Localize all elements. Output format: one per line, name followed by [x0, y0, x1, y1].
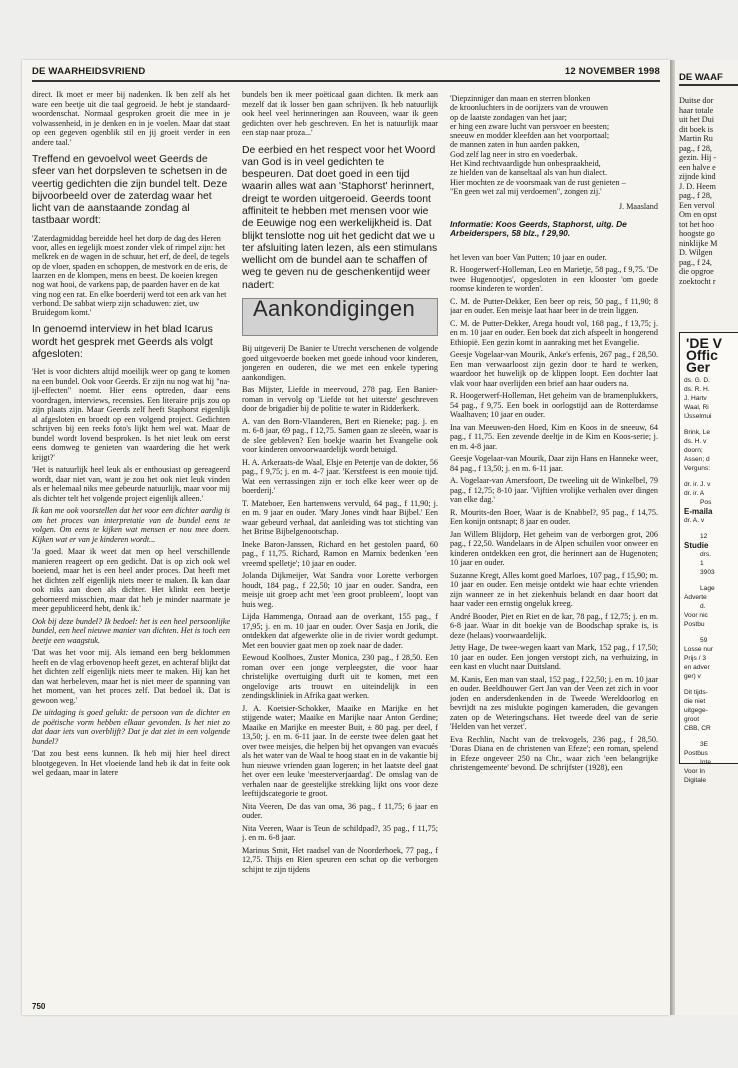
colophon-line: dr. ir. J. v — [684, 481, 711, 488]
colophon-line: E-maila — [684, 507, 713, 516]
fragment-line: gezin. Hij - — [679, 153, 717, 162]
adjacent-page-edge — [675, 60, 738, 1015]
page-number: 750 — [32, 1002, 46, 1011]
colophon-line: J. Hartv — [684, 395, 707, 402]
fragment-line: een halve e — [679, 162, 716, 172]
issue-date: 12 NOVEMBER 1998 — [564, 66, 660, 77]
colophon-line: 3E — [700, 741, 709, 748]
colophon-box — [679, 332, 738, 784]
fragment-line: Om en opst — [679, 210, 717, 219]
announcement: Nita Veeren, De das van oma, 36 pag., f 11,75; 6 jaar en ouder. — [242, 801, 438, 821]
colophon-line: Dit tijds- — [684, 689, 708, 696]
announcement: Jan Willem Blijdorp, Het geheim van de verborgen grot, 206 pag., f 22,50. Wandelaars in de Alpen schuilen voor onweer en kinderen ontdekken een grot, die herinnert aan de Hugenoten; 10 jaar en ouder. — [450, 529, 658, 568]
colophon-line: dr. A. v — [684, 517, 705, 524]
fragment-line: D. Wilgen — [679, 248, 713, 257]
colophon-line: dr. ir. A — [684, 490, 705, 497]
author-signature: J. Maasland — [618, 202, 658, 212]
poem-line: er hing een zware lucht van persvoer en beesten; — [450, 121, 610, 131]
colophon-line: IJsselmui — [684, 413, 712, 420]
announcement: A. Vogelaar-van Amersfoort, De tweeling uit de Winkelbel, 79 pag., f 12,75; 8-10 jaar. 'Vijftien vrolijke verhalen over dingen van elke dag.' — [450, 476, 658, 505]
header-rule — [32, 80, 660, 82]
interview-question: Ook bij deze bundel? Ik bedoel: het is een heel persoonlijke bundel, een heel nieuwe manier van dichten. Het is toch een beetje een waagstuk. — [32, 616, 230, 645]
announcement: Geesje Vogelaar-van Mourik, Daar zijn Hans en Hanneke weer, 84 pag., f 13,50; j. en m. 6-11 jaar. — [450, 454, 658, 473]
column-3 — [450, 90, 658, 995]
colophon-line: 3903 — [700, 569, 715, 576]
announcement: het leven van boer Van Putten; 10 jaar en ouder. — [450, 252, 607, 262]
poem-line: God zelf lag neer in stro en voederbak. — [450, 149, 578, 159]
poem-line: op de laatste zondagen van het jaar; — [450, 112, 567, 122]
fragment-line: zijnde kind — [679, 172, 716, 181]
info-label: Informatie: — [450, 218, 494, 229]
column-2 — [242, 90, 438, 995]
fragment-line: haar totale — [679, 105, 714, 115]
poem-line: "En geen wet zal mij verdoemen", zongen zij.' — [450, 186, 602, 196]
poem-line: de kroonluchters in de oorijzers van de vrouwen — [450, 103, 609, 113]
adjacent-text-fragment — [679, 96, 738, 286]
paragraph: 'Dat zou best eens kunnen. Ik heb mij hier heel direct blootgegeven. In Het vloeiende land heb ik dat in feite ook wel gedaan, maar in latere — [32, 749, 230, 778]
column-1 — [32, 90, 230, 995]
fragment-line: J. D. Heem — [679, 181, 716, 191]
colophon-line: Lage — [700, 585, 715, 592]
colophon-line: Postbu — [684, 621, 705, 628]
announcement: T. Mateboer, Een hartenwens vervuld, 64 pag., f 11,90; j. en m. 9 jaar en ouder. 'Mary Jones vindt haar Bijbel.' Een waar gebeurd verhaal, dat aanleiding was tot stichting van het Britse Bijbelgenootschap. — [242, 498, 438, 537]
interview-question: Ik kan me ook voorstellen dat het voor een dichter aardig is om het proces van interpretatie van de bundel eens te volgen. Om eens te kijken wat mensen er nou mee doen. Kijken wat er van je kinderen wordt... — [32, 506, 230, 544]
colophon-line: en adver — [684, 664, 710, 671]
colophon-line: 59 — [700, 637, 708, 644]
fragment-line: pag., f 28, — [679, 143, 712, 153]
colophon-line: Pos — [700, 499, 712, 506]
announcement: M. Kanis, Een man van staal, 152 pag., f 22,50; j. en m. 10 jaar en ouder. Beeldhouwer Gert Jan van der Veen zet zich in voor joden en andersdenkenden in de Tweede Wereldoorlog en bevrijdt na zes mislukte pogingen kameraden, die gevangen zaten op de Weteringschans. Het tweede deel van de serie 'Helden van het verzet'. — [450, 674, 658, 732]
announcement: R. Hoogerwerf-Holleman, Leo en Marietje, 58 pag., f 9,75. 'De twee Hugenootjes', opgesloten in een klooster 'om goede roomse kinderen te worden'. — [450, 265, 658, 294]
colophon-line: doorn; — [684, 447, 703, 454]
announcement: C. M. de Putter-Dekker, Een beer op reis, 50 pag., f 11,90; 8 jaar en ouder. Een meisje laat haar beer in de trein liggen. — [450, 296, 658, 316]
colophon-line: Studie — [684, 541, 709, 550]
paragraph: 'Het is natuurlijk heel leuk als er enthousiast op gereageerd wordt, daar niet van, want je zou het ook niet leuk vinden als er helemaal niks mee gebeurde natuurlijk, maar voor mij als dichter telt het volgende project eigenlijk alleen.' — [32, 465, 230, 503]
colophon-title-line: Offic — [686, 347, 718, 363]
lead-paragraph: De eerbied en het respect voor het Woord van God is in veel gedichten te bespeuren. Dat doet goed in een tijd waarin alles wat aan 'Staphorst' herinnert, dreigt te worden uitgeroeid. Geerds toont affiniteit te hebben met mensen voor wie de Eeuwige nog een werkelijkheid is. Dat blijkt tenslotte nog uit het gedicht dat we u ter afsluiting laten lezen, als een stimulans wellicht om de bundel aan te schaffen of weg te geven nu de geschenkentijd weer nadert: — [242, 144, 438, 291]
section-title: Aankondigingen — [253, 296, 416, 322]
announcement: Bij uitgeverij De Banier te Utrecht verschenen de volgende goed uitgevoerde boeken met goede inhoud voor kinderen, jongeren en ouderen, die we met een enkele typering aankondigen. — [242, 344, 438, 382]
fragment-line: die opgroe — [679, 267, 714, 276]
announcement: Geesje Vogelaar-van Mourik, Anke's erfenis, 267 pag., f 28,50. Een man verwaarloost zijn gezin door te hard te werken, waardoor het huwelijk op de klippen loopt. Een dochter laat vlak voor haar overlijden een brief aan haar ouders na. — [450, 350, 658, 388]
colophon-line: Prijs / 3 — [684, 655, 706, 662]
announcement: J. A. Koetsier-Schokker, Maaike en Marijke en het stijgende water; Maaike en Marijke naar Anton Gerdine; Maaike en Marijke en meester Buit, ± 80 pag. per deel, f 13,50; j. en m. 6-11 jaar. In de eerste twee delen gaat het over twee meisjes, die helpen bij het opvangen van evacués als het water van de Waal te hoog staat en in de vakantie bij hun nieuwe vrienden gaan logeren; in het laatste deel gaat het over een leuke 'meesterverjaardag'. De omslag van de verhalen naar de geestelijke strekking lijkt ons voor deze leeftijdscategorie te groot. — [242, 703, 438, 799]
poem-line: 'Diepzinniger dan maan en sterren blonken — [450, 94, 591, 103]
fragment-line: uit het Dui — [679, 115, 715, 124]
interview-question: De uitdaging is goed gelukt: de persoon van de dichter en de poëtische vorm hebben elkaar gevonden. Is het niet zo dat daar iets van overblijft? Dat je dat ziet in een volgende bundel? — [32, 708, 230, 746]
colophon-line: Digitale — [684, 777, 706, 784]
colophon-line: ds. G. D. — [684, 377, 711, 384]
announcement: Ineke Baron-Janssen, Richard en het gestolen paard, 60 pag., f 11,75. Richard, Ramon en Marnix bedenken 'een vreemd spelletje'; 10 jaar en ouder. — [242, 539, 438, 568]
fragment-line: dit boek is — [679, 124, 714, 134]
announcement: Suzanne Kregt, Alles komt goed Marloes, 107 pag., f 15,90; m. 10 jaar en ouder. Een meisje ontdekt wie haar echte vrienden zijn wanneer ze in het ziekenhuis belandt en daar hoort dat haar vader een ernstig ongeluk kreeg. — [450, 570, 658, 609]
fragment-line: hoogste go — [679, 229, 715, 238]
poem-line: Het Kind rechtvaardigde hun onbespraakheid, — [450, 159, 601, 169]
poem-quote: 'Zaterdagmiddag bereidde heel het dorp de dag des Heren voor, alles en iegelijk moest zonder vlek of rimpel zijn: het melkrek en de wagen in de schuur, het erf, de deel, de tegels op de vloer, spaden en schoppen, de mestvork en de eris, de laarzen en de klompen, mens en beest. De koeien kregen nog wat hooi, de varkens pap, de paarden haver en de kat ving nog een rat. En elke boerderij werd tot een ark van het verbond. De sabbat wierp zijn schaduwen: ziet, uw Bruidegom komt.' — [32, 233, 230, 318]
fragment-line: tot het hoo — [679, 219, 715, 229]
announcement: Jetty Hage, De twee-wegen kaart van Mark, 152 pag., f 17,50; 10 jaar en ouder. Een jongen verstopt zich, na verhuizing, in een kast en vlucht naar Duitsland. — [450, 643, 658, 672]
newspaper-page — [22, 60, 670, 1015]
paragraph: bundels ben ik meer poëticaal gaan dichten. Ik merk aan mezelf dat ik losser ben gaan schrijven. Ik heb natuurlijk ook heel veel herinneringen aan Rouveen, waar ik geen gedichten over heb geschreven. En het is natuurlijk maar een stap naar proza...' — [242, 90, 438, 137]
colophon-line: Waal, Ri — [684, 404, 709, 411]
announcement: Jolanda Dijkmeijer, Wat Sandra voor Lorette verborgen houdt, 184 pag., f 22,50; 10 jaar en ouder. Sandra, een meisje uit groep acht met 'een groot probleem', loopt van huis weg. — [242, 571, 438, 609]
publication-name: DE WAARHEIDSVRIEND — [32, 66, 146, 77]
announcement: H. A. Arkeraats-de Waal, Elsje en Petertje van de dokter, 56 pag., f 9,75; j. en m. 4-7 jaar. 'Kerstfeest is een mooie tijd. Wat een verrassingen zijn er toch elke keer weer op de boerderij.' — [242, 457, 438, 496]
poem-line: Hier mochten ze de voorsmaak van de rust genieten – — [450, 177, 626, 187]
colophon-line: 1 — [700, 560, 704, 567]
colophon-line: d. — [700, 603, 706, 610]
fragment-line: Duitse dor — [679, 96, 714, 105]
poem-line: de mannen zaten in hun aarden pakken, — [450, 140, 580, 150]
colophon-line: uitgege- — [684, 707, 708, 714]
colophon-line: drs. — [700, 551, 711, 558]
colophon-title — [686, 337, 722, 373]
announcement: C. M. de Putter-Dekker, Arega houdt vol, 168 pag., f 13,75; j. en m. 10 jaar en ouder. Een boek dat zich afspeelt in hongerend Ethiopië. Een gezin komt in aanraking met het Evangelie. — [450, 318, 658, 347]
announcement: R. Mourits-den Boer, Waar is de Knabbel?, 95 pag., f 14,75. Een konijn ontsnapt; 8 jaar en ouder. — [450, 507, 658, 527]
colophon-title-line: 'DE V — [686, 335, 723, 351]
announcement: Marinus Smit, Het raadsel van de Noorderhoek, 77 pag., f 12,75. Thijs en Rien speuren een schat op die verborgen schijnt te zijn tijdens — [242, 845, 438, 874]
colophon-line: die niet — [684, 698, 706, 705]
paragraph: 'Het is voor dichters altijd moeilijk weer op gang te komen na een bundel. Ook voor Geerds. Er zijn nu nog wat hij "na-ijl-effecten" noemt. Hier eens optreden, daar eens voordragen, interviews, recensies. Een literaire prijs zou op zijn plaats zijn. Maar Geerds zelf heeft Staphorst eigenlijk al afgesloten en broedt op een volgend project. Gedichten schrijven bij een reeks foto's lijkt hem wel wat. Maar de bundel wordt lovend besproken. Is het niet leuk om eerst eens domweg te genieten van waardering die het werk krijgt?' — [32, 367, 230, 462]
fragment-line: Martin Ru — [679, 134, 713, 143]
section-banner — [242, 298, 438, 336]
closing-poem — [450, 94, 658, 196]
paragraph: 'Ja goed. Maar ik weet dat men op heel verschillende manieren reageert op een gedicht. Dat is op zich ook wel boeiend, maar het is een heel ander proces. Dat heeft met het dichten zelf eigenlijk niets meer te maken. Ik kan daar ook niks aan doen als dichter. Het klinkt een beetje geborneerd misschien, maar dat heb je minder naarmate je meer gepubliceerd hebt, denk ik.' — [32, 547, 230, 614]
announcement: Nita Veeren, Waar is Teun de schildpad?, 35 pag., f 11,75; j. en m. 6-8 jaar. — [242, 823, 438, 843]
colophon-line: Inte — [700, 759, 711, 766]
announcement: Eewoud Koolhoes, Zuster Monica, 230 pag., f 28,50. Een roman over een jonge verpleegster, die voor haar christelijke overtuiging durft uit te komen, met een ongelovige arts trouwt en uiteindelijk in een zendingskliniek in Afrika gaat werken. — [242, 653, 438, 701]
colophon-line: Voor nic — [684, 612, 708, 619]
fragment-line: Een vervol — [679, 200, 715, 210]
paragraph: direct. Ik moet er meer bij nadenken. Ik ben zelf als het ware een beetje uit die taal gegroeid. Je hebt je standaard-woordenschat. Normaal gesproken groeit die mee in je volwassenheid, in je denken en in je voelen. Maar dat staat op een gegeven ogenblik stil en jij groeit verder in een andere taal.' — [32, 90, 230, 147]
colophon-line: Losse nur — [684, 646, 713, 653]
announcement: R. Hoogerwerf-Holleman, Het geheim van de bramenplukkers, 54 pag., f 9,75. Een boek in oorlogstijd aan de Rotterdamse Waalhaven; 10 jaar en ouder. — [450, 391, 658, 420]
announcement: André Booder, Piet en Riet en de kar, 78 pag., f 12,75; j. en m. 6-8 jaar. Waar in dit boekje van de Boodschap sprake is, is deze (helaas) voorwaardelijk. — [450, 611, 658, 640]
colophon-line: groot — [684, 716, 700, 723]
announcement: Lijda Hammenga, Onraad aan de overkant, 155 pag., f 17,95; j. en m. 10 jaar en ouder. Over Sasja en Jorik, die ontdekken dat afgewerkte olie in de rivier wordt gedumpt. Met een bouvier gaat men op zoek naar de dader. — [242, 612, 438, 650]
announcement: A. van den Born-Vlaanderen, Bert en Rieneke; pag. j. en m. 6-8 jaar, 69 pag., f 12,75. Samen gaan ze sleeën, waar is de slee gebleven? Een boekje waarin het Evangelie ook voor kinderen onvoorwaardelijk wordt betuigd. — [242, 416, 438, 455]
poem-line: sneeuw en modder kleefden aan het voorportaal; — [450, 131, 610, 141]
adjacent-header-rule — [679, 84, 738, 86]
running-header — [32, 66, 660, 80]
fragment-line: ninklijke M — [679, 238, 718, 248]
announcement: Bas Mijster, Liefde in meervoud, 278 pag. Een Banier-roman in vervolg op 'Liefde tot het uiterste' geschreven door de brigadier bij de politie te water in Ridderkerk. — [242, 385, 438, 414]
info-text: Koos Geerds, Staphorst, uitg. De Arbeiderspers, 58 blz., f 29,90. — [450, 218, 627, 239]
colophon-line: ds. R. H. — [684, 386, 710, 393]
lead-paragraph: Treffend en gevoelvol weet Geerds de sfeer van het dorpsleven te schetsen in de veertig gedichten die zijn bundel telt. Deze bijvoorbeeld over de zaterdag waar het licht van de aanstaande zondag al tastbaar wordt: — [32, 154, 228, 227]
colophon-line: Voor In — [684, 768, 705, 775]
colophon-line: ds. H. v — [684, 438, 707, 445]
poem-line: ze hielden van de kanseltaal als van hun dialect. — [450, 168, 608, 178]
adjacent-page-header: DE WAAF — [679, 72, 723, 83]
announcement: Eva Rechlin, Nacht van de trekvogels, 236 pag., f 28,50. 'Doras Diana en de christenen van Efeze'; een roman, spelend in Efeze ongeveer 250 na Chr., waar zich 'een belangrijke christengemeente' bevond. De schrijfster (1928), een — [450, 734, 658, 773]
fragment-line: pag., f 24, — [679, 257, 712, 267]
announcement: Ina van Meeuwen-den Hoed, Kim en Koos in de sneeuw, 64 pag., f 11,75. Een zevende deeltje in de Kim en Koos-serie; j. en m. 4-8 jaar. — [450, 422, 658, 451]
fragment-line: zoektocht r — [679, 276, 716, 286]
book-info — [450, 220, 658, 239]
colophon-line: Brink, Le — [684, 429, 711, 436]
paragraph: 'Dat was het voor mij. Als iemand een berg beklommen heeft en de vlag erbovenop heeft gezet, en achteraf blijkt dat het dichten zelf eigenlijk niets meer te maken. Hij kan het dan wat herbeleven, maar het is niet meer de spanning van het moment, van het proces zelf. Dat bedoel ik. Dat is gewoon weg.' — [32, 648, 230, 705]
lead-paragraph: In genoemd interview in het blad Icarus wordt het gesprek met Geerds als volgt afgesloten: — [32, 324, 213, 361]
colophon-line: CBB, CR — [684, 725, 711, 732]
colophon-line: Verguns: — [684, 465, 711, 472]
colophon-line: Assen; d — [684, 456, 710, 463]
colophon-line: ger) v — [684, 673, 701, 680]
colophon-line: 12 — [700, 533, 708, 540]
fragment-line: pag., f 28, — [679, 191, 712, 200]
colophon-line: Postbus — [684, 750, 708, 757]
colophon-line: Adverte — [684, 594, 707, 601]
colophon-title-line: Ger — [686, 359, 711, 375]
